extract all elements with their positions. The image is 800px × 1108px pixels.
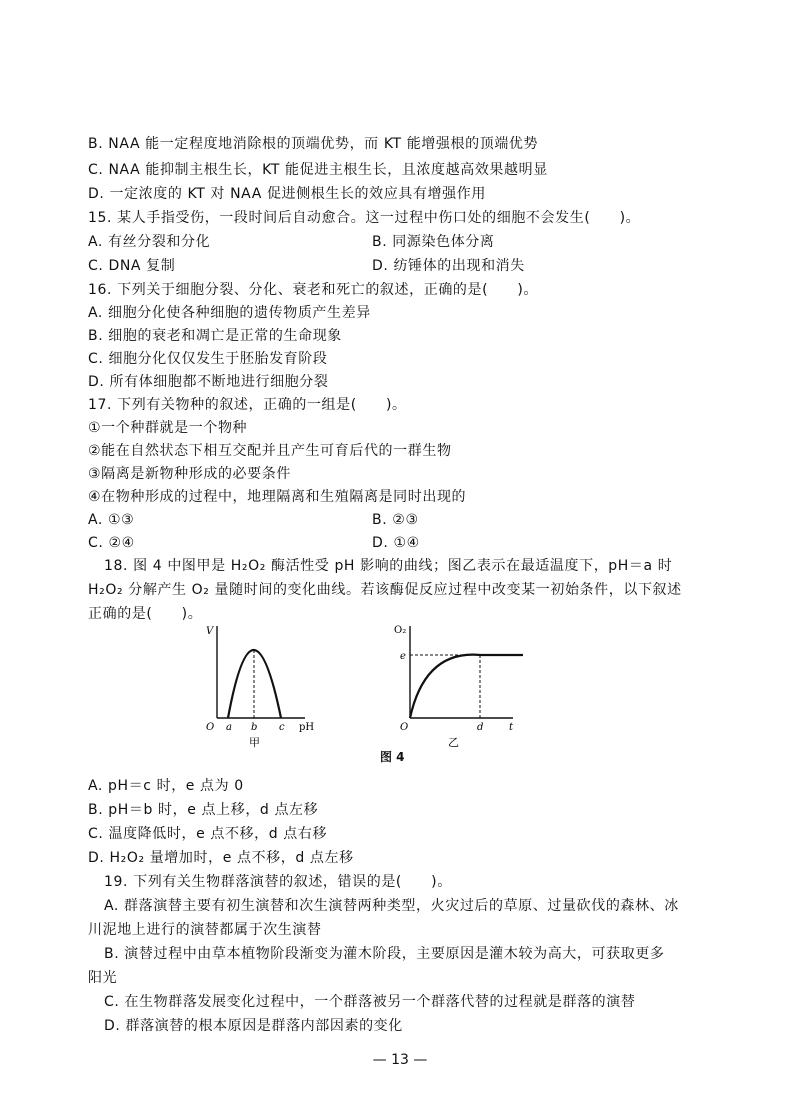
chart-right (394, 625, 523, 749)
q16-option-d: D. 所有体细胞都不断地进行细胞分裂 (88, 374, 329, 390)
right-mark-d: d (477, 722, 484, 733)
right-x-label: t (509, 722, 514, 733)
q19-stem: 19. 下列有关生物群落演替的叙述，错误的是( )。 (104, 874, 452, 890)
q19-option-a-line-2: 川泥地上进行的演替都属于次生演替 (88, 922, 322, 938)
page-number: — 13 — (372, 1052, 428, 1068)
right-o2-curve (410, 655, 523, 718)
right-chart-label: 乙 (448, 736, 459, 749)
q17-item-4: ④在物种形成的过程中，地理隔离和生殖隔离是同时出现的 (88, 489, 467, 505)
q16-option-c: C. 细胞分化仅仅发生于胚胎发育阶段 (88, 351, 328, 367)
q18-stem-line-1: 18. 图 4 中图甲是 H₂O₂ 酶活性受 pH 影响的曲线；图乙表示在最适温度下，pH＝a 时 (104, 558, 673, 574)
q14-option-b: B. NAA 能一定程度地消除根的顶端优势，而 KT 能增强根的顶端优势 (88, 136, 539, 152)
q18-stem-line-2: H₂O₂ 分解产生 O₂ 量随时间的变化曲线。若该酶促反应过程中改变某一初始条件，以下叙述 (88, 582, 682, 598)
q17-option-a: A. ①③ (88, 512, 135, 528)
q18-option-d: D. H₂O₂ 量增加时，e 点不移，d 点左移 (88, 850, 354, 866)
q18-option-a: A. pH＝c 时，e 点为 0 (88, 778, 244, 794)
chart-left (206, 626, 314, 749)
left-tick-c: c (279, 722, 285, 733)
q19-option-b-line-1: B. 演替过程中由草本植物阶段渐变为灌木阶段，主要原因是灌木较为高大，可获取更多 (104, 946, 665, 962)
right-y-label: O₂ (394, 625, 407, 636)
figure-4-svg (195, 618, 535, 768)
left-y-label: V (206, 626, 214, 637)
left-tick-a: a (226, 722, 232, 733)
q14-option-c: C. NAA 能抑制主根生长，KT 能促进主根生长，且浓度越高效果越明显 (88, 162, 548, 178)
q19-option-a-line-1: A. 群落演替主要有初生演替和次生演替两种类型，火灾过后的草原、过量砍伐的森林、冰 (104, 898, 679, 914)
q16-option-a: A. 细胞分化使各种细胞的遗传物质产生差异 (88, 305, 371, 321)
q15-option-c: C. DNA 复制 (88, 258, 176, 274)
q18-option-c: C. 温度降低时，e 点不移，d 点右移 (88, 826, 328, 842)
left-origin: O (206, 722, 215, 733)
q16-stem: 16. 下列关于细胞分裂、分化、衰老和死亡的叙述，正确的是( )。 (88, 282, 539, 298)
q17-stem: 17. 下列有关物种的叙述，正确的一组是( )。 (88, 397, 407, 413)
right-origin: O (400, 722, 409, 733)
q18-stem-line-3: 正确的是( )。 (88, 606, 203, 622)
q16-option-b: B. 细胞的衰老和凋亡是正常的生命现象 (88, 328, 342, 344)
q15-stem: 15. 某人手指受伤，一段时间后自动愈合。这一过程中伤口处的细胞不会发生( )。 (88, 210, 641, 226)
q15-option-d: D. 纺锤体的出现和消失 (372, 258, 525, 274)
q15-option-a: A. 有丝分裂和分化 (88, 234, 211, 250)
left-chart-label: 甲 (249, 736, 260, 749)
q17-item-3: ③隔离是新物种形成的必要条件 (88, 466, 291, 482)
left-tick-b: b (251, 722, 258, 733)
left-x-label: pH (299, 722, 315, 733)
q17-option-d: D. ①④ (372, 535, 420, 551)
q19-option-b-line-2: 阳光 (88, 970, 118, 986)
figure-4 (195, 618, 535, 768)
right-mark-e: e (400, 651, 406, 662)
figure-caption: 图 4 (380, 750, 405, 764)
q19-option-c: C. 在生物群落发展变化过程中，一个群落被另一个群落代替的过程就是群落的演替 (104, 994, 636, 1010)
q17-option-b: B. ②③ (372, 512, 419, 528)
q14-option-d: D. 一定浓度的 KT 对 NAA 促进侧根生长的效应具有增强作用 (88, 186, 486, 202)
q17-item-2: ②能在自然状态下相互交配并且产生可育后代的一群生物 (88, 443, 452, 459)
q17-option-c: C. ②④ (88, 535, 135, 551)
q18-option-b: B. pH＝b 时，e 点上移，d 点左移 (88, 802, 319, 818)
q15-option-b: B. 同源染色体分离 (372, 234, 495, 250)
q17-item-1: ①一个种群就是一个物种 (88, 420, 248, 436)
q19-option-d: D. 群落演替的根本原因是群落内部因素的变化 (104, 1018, 403, 1034)
